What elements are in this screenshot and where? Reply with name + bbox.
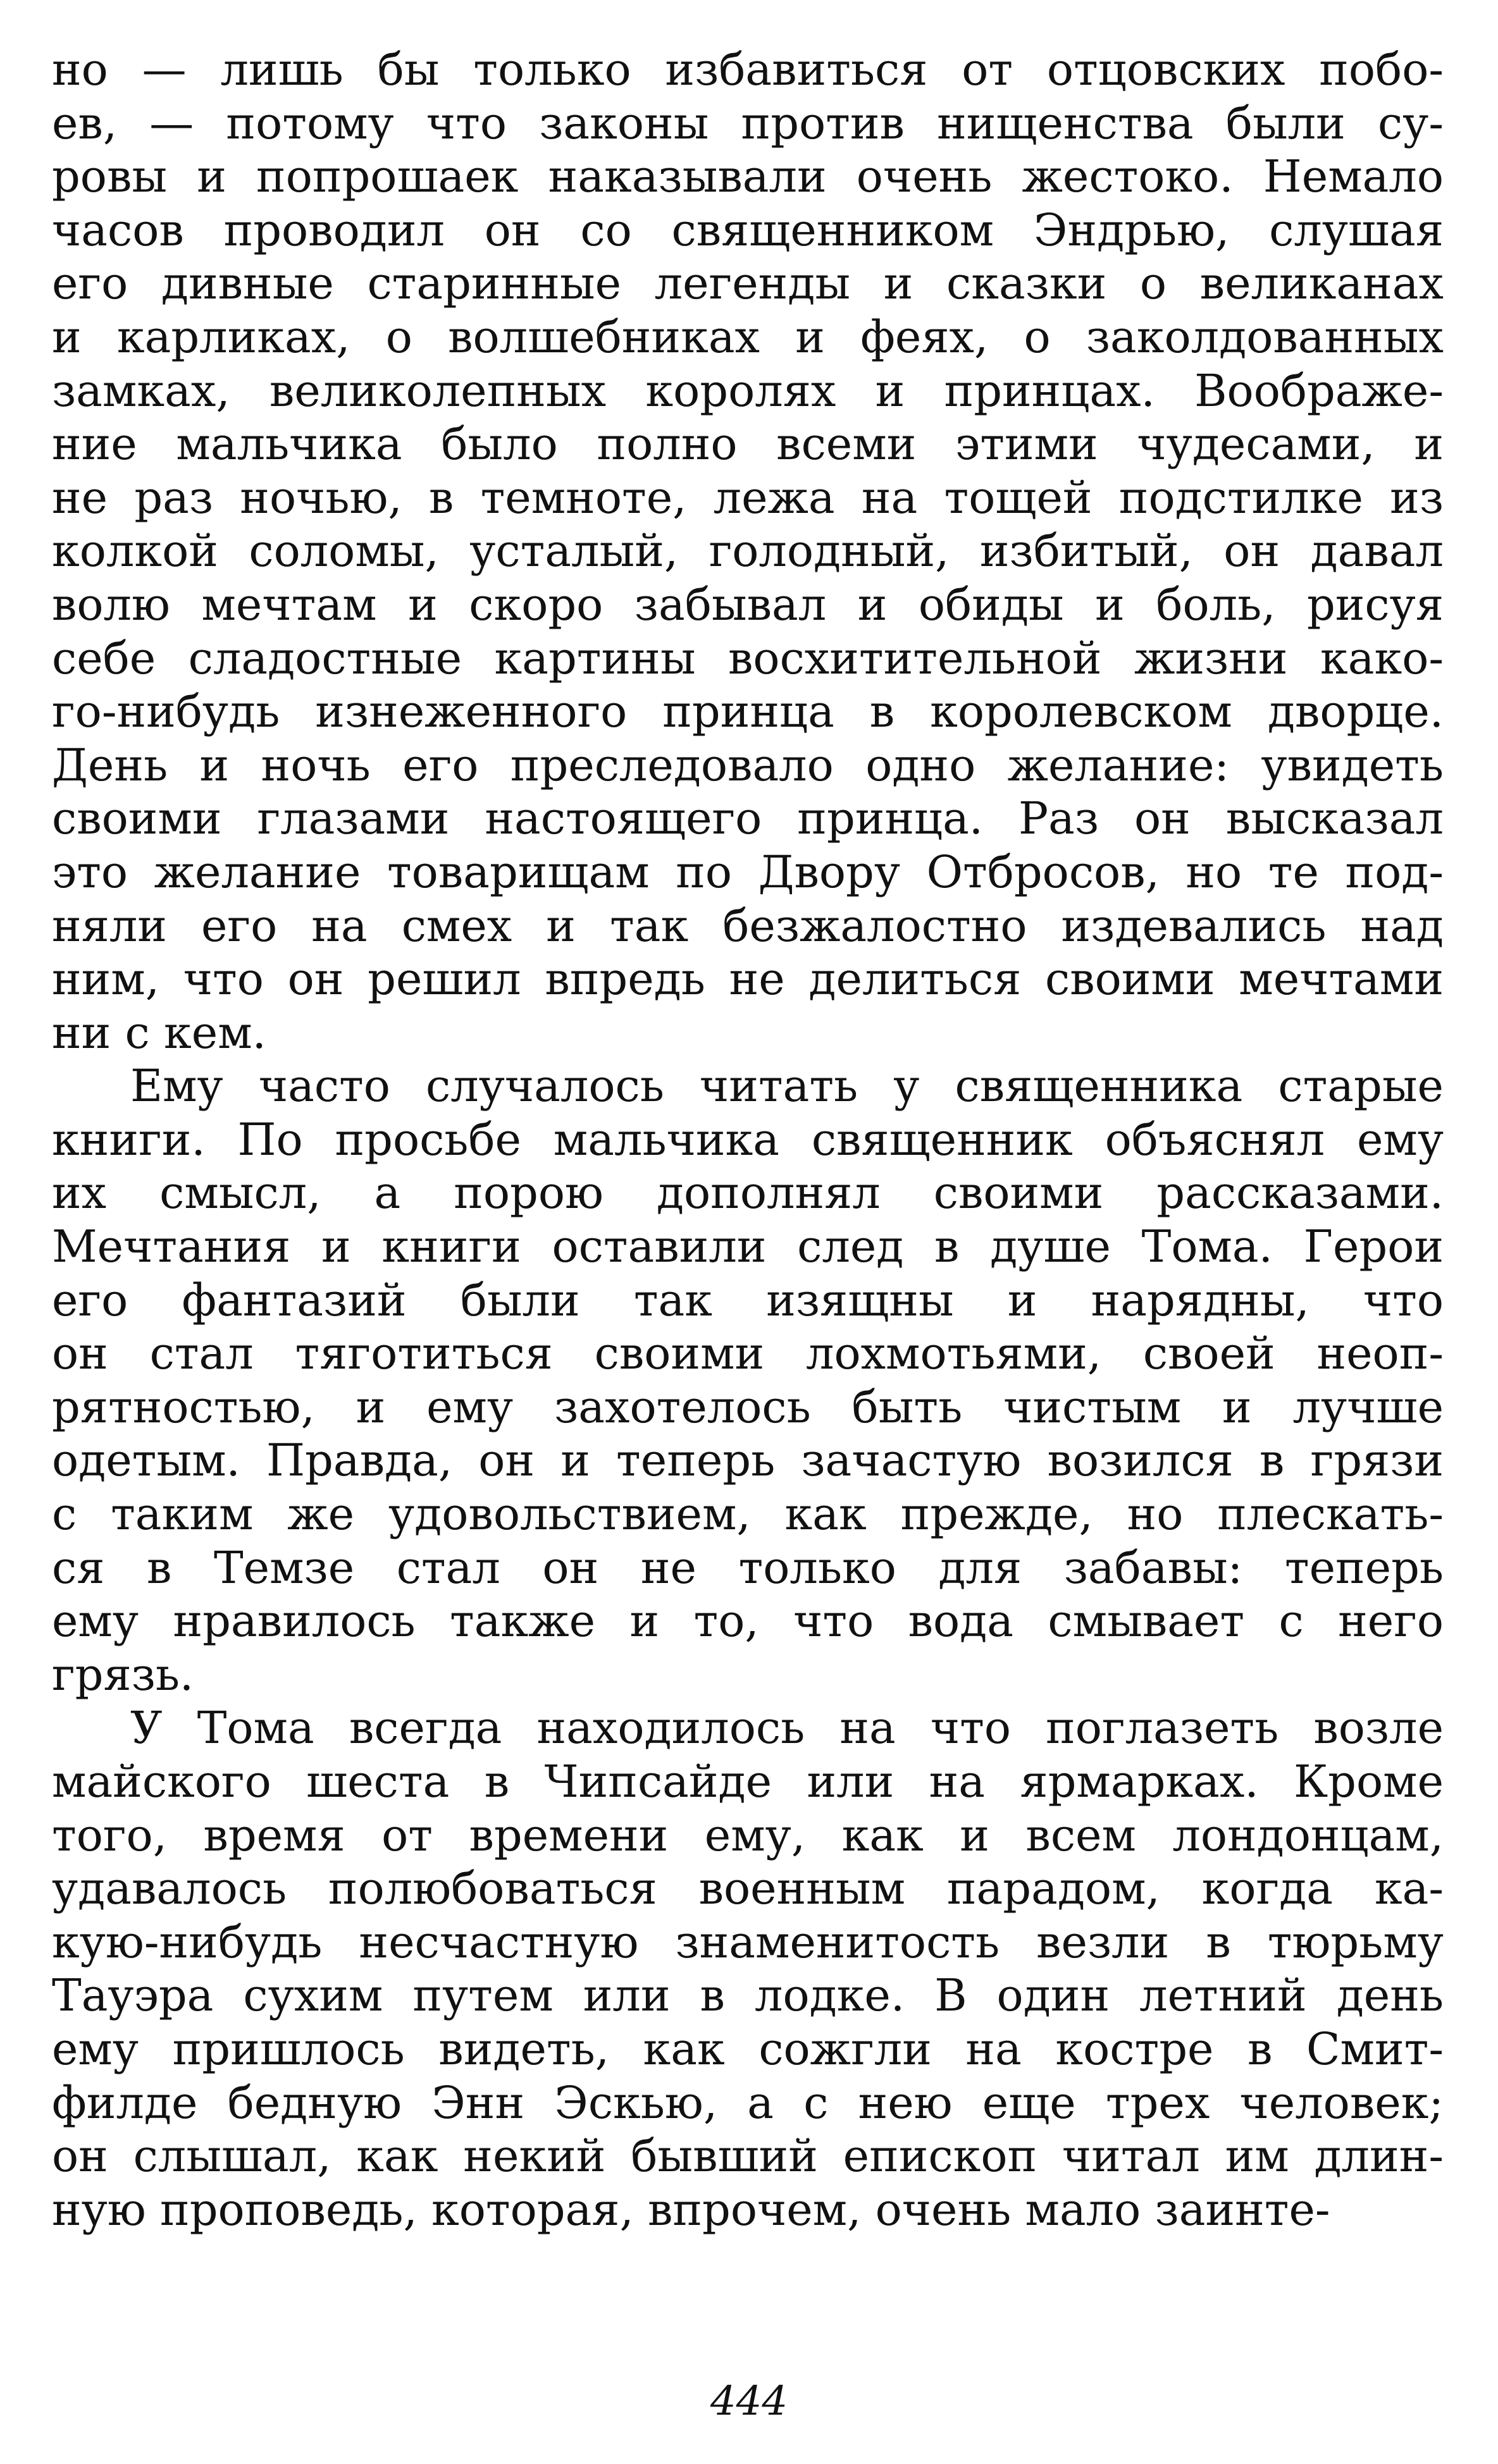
text-line: его фантазий были так изящны и нарядны, что	[52, 1274, 1444, 1326]
text-line: колкой соломы, усталый, голодный, избитый, он давал	[52, 525, 1444, 577]
text-line: часов проводил он со священником Эндрью, слушая	[52, 204, 1444, 256]
text-line: одетым. Правда, он и теперь зачастую возился в грязи	[52, 1434, 1444, 1487]
text-line: ему нравилось также и то, что вода смывает с него	[52, 1595, 1444, 1648]
text-line: он слышал, как некий бывший епископ читал им длин-	[52, 2130, 1444, 2183]
text-line: книги. По просьбе мальчика священник объяснял ему	[52, 1113, 1444, 1166]
paragraph	[52, 1059, 1444, 1701]
text-line: Ему часто случалось читать у священника старые	[130, 1060, 1444, 1112]
text-line: ев, — потому что законы против нищенства были су-	[52, 97, 1444, 149]
text-line: их смысл, а порою дополнял своими рассказами.	[52, 1167, 1444, 1219]
text-line: филде бедную Энн Эскью, а с нею еще трех человек;	[52, 2076, 1444, 2129]
text-line: своими глазами настоящего принца. Раз он высказал	[52, 792, 1444, 845]
text-line: го-нибудь изнеженного принца в королевском дворце.	[52, 686, 1444, 738]
text-line: грязь.	[52, 1648, 194, 1701]
text-line: но — лишь бы только избавиться от отцовских побо-	[52, 44, 1444, 95]
paragraph	[52, 43, 1444, 1059]
text-line: День и ночь его преследовало одно желание: увидеть	[52, 739, 1444, 791]
text-line: не раз ночью, в темноте, лежа на тощей подстилке из	[52, 471, 1444, 524]
text-line: его дивные старинные легенды и сказки о великанах	[52, 257, 1444, 310]
paragraph	[52, 1701, 1444, 2236]
text-line: майского шеста в Чипсайде или на ярмарках. Кроме	[52, 1756, 1444, 1808]
text-line: кую-нибудь несчастную знаменитость везли в тюрьму	[52, 1916, 1444, 1968]
text-line: ним, что он решил впредь не делиться своими мечтами	[52, 953, 1444, 1006]
text-line: рятностью, и ему захотелось быть чистым и лучше	[52, 1381, 1444, 1433]
text-line: удавалось полюбоваться военным парадом, когда ка-	[52, 1863, 1444, 1915]
text-line: ровы и попрошаек наказывали очень жестоко. Немало	[52, 151, 1444, 203]
text-line: ние мальчика было полно всеми этими чудесами, и	[52, 418, 1444, 471]
text-line: ную проповедь, которая, впрочем, очень мало заинте-	[52, 2183, 1330, 2236]
text-line: он стал тяготиться своими лохмотьями, своей неоп-	[52, 1327, 1444, 1380]
text-line: это желание товарищам по Двору Отбросов, но те под-	[52, 846, 1444, 898]
text-line: няли его на смех и так безжалостно издевались над	[52, 899, 1444, 952]
text-line: У Тома всегда находилось на что поглазеть возле	[130, 1702, 1444, 1754]
text-line: того, время от времени ему, как и всем лондонцам,	[52, 1809, 1444, 1861]
text-line: с таким же удовольствием, как прежде, но плескать-	[52, 1488, 1444, 1541]
text-line: и карликах, о волшебниках и феях, о заколдованных	[52, 311, 1444, 363]
text-line: себе сладостные картины восхитительной жизни како-	[52, 632, 1444, 684]
text-line: Мечтания и книги оставили след в душе Тома. Герои	[52, 1221, 1444, 1273]
text-line: волю мечтам и скоро забывал и обиды и боль, рисуя	[52, 578, 1444, 631]
text-line: ему пришлось видеть, как сожгли на костре в Смит-	[52, 2023, 1444, 2075]
text-line: замках, великолепных королях и принцах. Воображе-	[52, 364, 1444, 417]
page-number: 444	[710, 2378, 788, 2425]
page-body-text	[52, 43, 1444, 2236]
text-line: ся в Темзе стал он не только для забавы: теперь	[52, 1541, 1444, 1594]
text-line: Тауэра сухим путем или в лодке. В один летний день	[52, 1969, 1444, 2022]
text-line: ни с кем.	[52, 1006, 266, 1059]
